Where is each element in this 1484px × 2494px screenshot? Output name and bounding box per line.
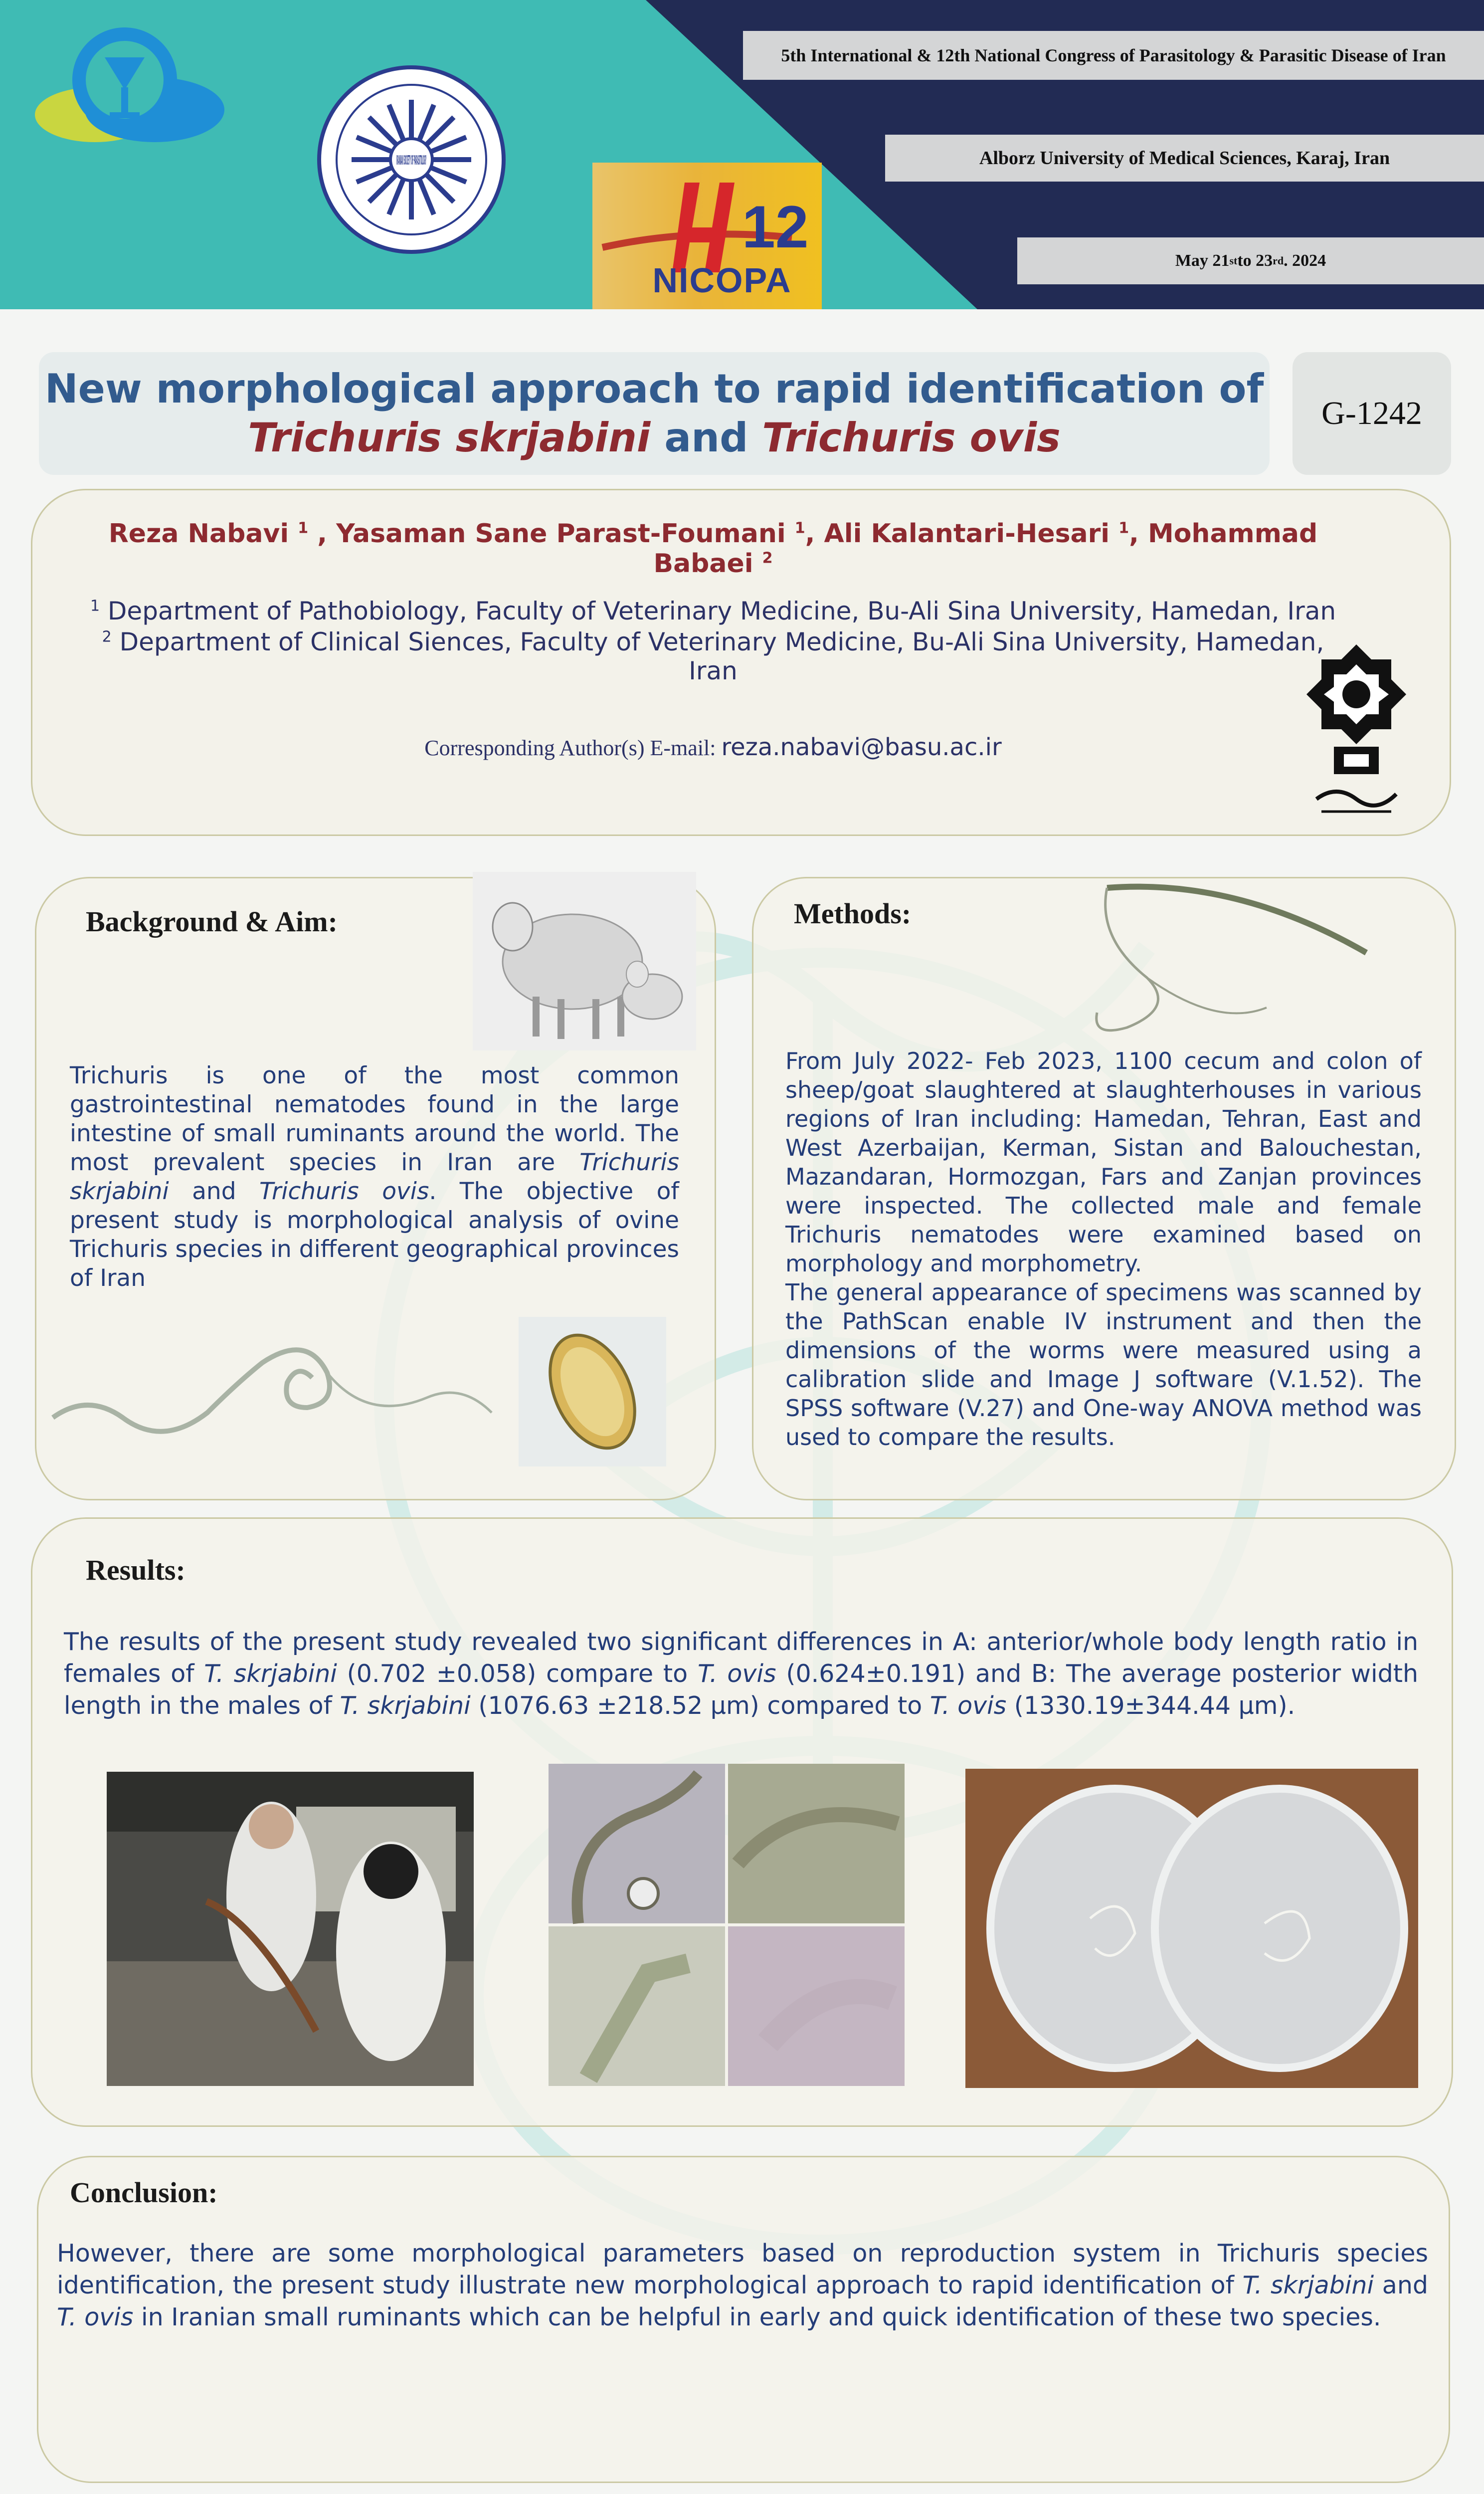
date-mid: to 23 (1237, 251, 1273, 270)
email-link[interactable]: reza.nabavi@basu.ac.ir (721, 733, 1002, 761)
affiliation-1-text: Department of Pathobiology, Faculty of Veterinary Medicine, Bu-Ali Sina University, Hamedan, Iran (100, 597, 1336, 625)
microscopy-panel (549, 1764, 905, 2086)
date-prefix: May 21 (1175, 251, 1230, 270)
petri-dish-photo (965, 1769, 1418, 2088)
bu-ali-sina-logo (1306, 639, 1406, 819)
conclusion-species-1: T. skrjabini (1242, 2271, 1374, 2299)
results-text-5: (1330.19±344.44 µm). (1006, 1691, 1296, 1720)
ministry-logo (20, 15, 229, 165)
congress-name-bar: 5th International & 12th National Congress of Parasitology & Parasitic Disease of Iran (743, 31, 1484, 80)
nicopa-logo (592, 163, 822, 309)
nicopa-logo-text: NICOPA (652, 261, 792, 300)
results-species-4: T. ovis (929, 1691, 1007, 1720)
results-text-4: (1076.63 ±218.52 µm) compared to (470, 1691, 930, 1720)
slaughterhouse-photo (107, 1772, 474, 2086)
conclusion-text-1: However, there are some morphological parameters based on reproduction system in Trichuris species identification, the present study illustrate new morphological approach to rapid identification of (57, 2239, 1428, 2299)
background-species-2: Trichuris ovis (259, 1178, 429, 1205)
conclusion-text (57, 2238, 1428, 2333)
sheep-illustration (473, 872, 696, 1050)
affiliation-2 (75, 627, 1351, 685)
methods-heading: Methods: (794, 897, 912, 930)
affiliation-2-text: Department of Clinical Siences, Faculty of Veterinary Medicine, Bu-Ali Sina University, Hamedan, Iran (111, 627, 1324, 685)
author-list (75, 519, 1351, 579)
background-text-1: Trichuris is one of the most common gastrointestinal nematodes found in the large intestine of small ruminants around the world. The most prevalent species in Iran are (70, 1062, 679, 1176)
society-logo-text: IRANIAN SOCIETY OF PARASITOLOGY (396, 153, 427, 168)
background-text-2: . The objective of present study is morphological analysis of ovine Trichuris species in different geographical provinces of Iran (70, 1178, 679, 1292)
trichuris-worm-image (48, 1303, 497, 1457)
author-1-aff: 1 (298, 519, 309, 537)
results-species-1: T. skrjabini (204, 1660, 337, 1688)
background-text-mid: and (169, 1178, 259, 1205)
author-2: , Yasaman Sane Parast-Foumani (308, 519, 795, 549)
title-species2: Trichuris ovis (762, 415, 1061, 461)
author-4-aff: 2 (762, 549, 773, 567)
nematode-image (1087, 878, 1376, 1042)
methods-text (785, 1046, 1422, 1452)
results-text-1: The results of the present study revealed two significant differences in A: anterior/whole body length ratio in females of (64, 1628, 1418, 1688)
email-label: Corresponding Author(s) E-mail: (424, 736, 722, 760)
date-suffix: . 2024 (1284, 251, 1326, 270)
poster-code: G-1242 (1293, 352, 1451, 475)
results-heading: Results: (86, 1554, 186, 1586)
title-and: and (650, 415, 762, 461)
nicopa-logo-number: 12 (742, 194, 809, 260)
author-2-aff: 1 (794, 519, 805, 537)
methods-paragraph-1: From July 2022- Feb 2023, 1100 cecum and colon of sheep/goat slaughtered at slaughterhouses in various regions of Iran including: Hamedan, Tehran, East and West Azerbaijan, Kerman, Sistan and Balouchestan, Mazandaran, Hormozgan, Fars and Zanjan provinces were inspected. The collected male and female Trichuris nematodes were examined based on morphology and morphometry. (785, 1047, 1422, 1277)
results-text-3: (0.624±0.191) and B: The average posterior width length in the males of (64, 1660, 1418, 1720)
author-3: , Ali Kalantari-Hesari (805, 519, 1119, 549)
poster-title (39, 352, 1270, 475)
conclusion-species-2: T. ovis (57, 2303, 134, 2331)
date-sup-rd: rd (1273, 254, 1284, 267)
background-heading: Background & Aim: (86, 905, 338, 938)
results-text (64, 1626, 1418, 1722)
results-text-2: (0.702 ±0.058) compare to (337, 1660, 698, 1688)
title-line1: New morphological approach to rapid identification of (44, 366, 1264, 412)
background-species-1: Trichuris skrjabini (70, 1149, 679, 1205)
methods-paragraph-2: The general appearance of specimens was scanned by the PathScan enable IV instrument and then the dimensions of the worms were measured using a calibration slide and Image J software (V.1.52). The SPSS software (V.27) and One-way ANOVA method was used to compare the results. (785, 1279, 1422, 1451)
affiliation-1 (75, 597, 1351, 625)
results-species-3: T. skrjabini (340, 1691, 471, 1720)
author-3-aff: 1 (1118, 519, 1129, 537)
results-species-2: T. ovis (697, 1660, 776, 1688)
author-4: , Mohammad Babaei (653, 519, 1318, 579)
author-1: Reza Nabavi (108, 519, 298, 549)
society-logo (314, 65, 509, 254)
conclusion-text-3: in Iranian small ruminants which can be helpful in early and quick identification of these two species. (133, 2303, 1381, 2331)
date-bar (1017, 237, 1484, 284)
conclusion-text-2: and (1374, 2271, 1428, 2299)
date-sup-st: st (1229, 254, 1238, 267)
title-species1: Trichuris skrjabini (248, 415, 651, 461)
affiliation-1-num: 1 (90, 597, 100, 615)
university-bar: Alborz University of Medical Sciences, Karaj, Iran (885, 135, 1484, 182)
conclusion-heading: Conclusion: (70, 2176, 218, 2209)
title-line2 (248, 414, 1060, 462)
affiliation-2-num: 2 (102, 628, 112, 646)
background-text (70, 1061, 679, 1293)
trichuris-egg-image (519, 1317, 666, 1466)
corresponding-email (75, 733, 1351, 761)
